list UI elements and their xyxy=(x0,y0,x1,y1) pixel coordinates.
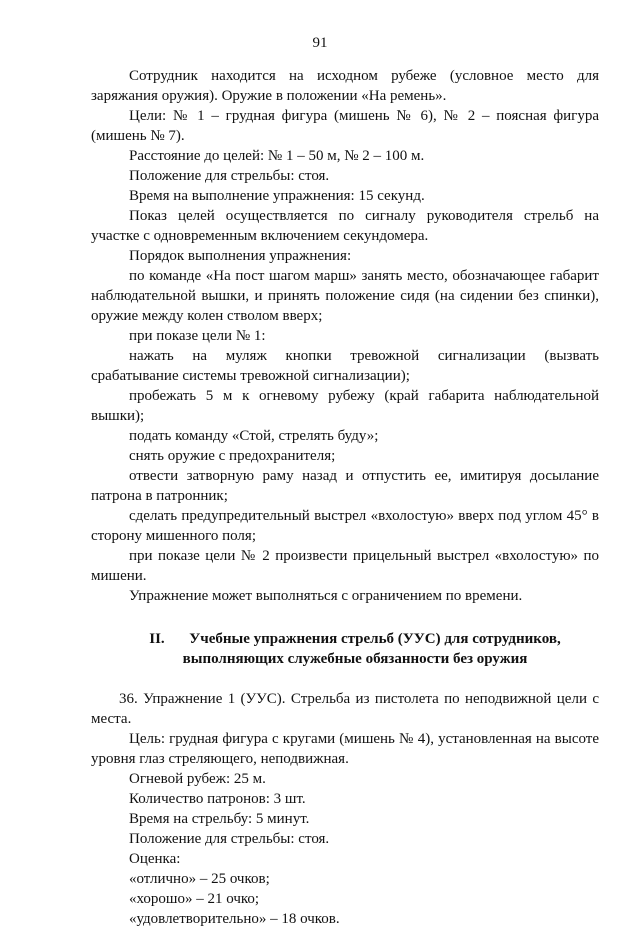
section-title-line2: выполняющих служебные обязанности без оружия xyxy=(182,651,528,667)
paragraph: Положение для стрельбы: стоя. xyxy=(129,168,330,184)
document-body xyxy=(91,66,599,929)
section-heading-line1 xyxy=(111,629,599,649)
paragraph: Положение для стрельбы: стоя. xyxy=(129,831,330,847)
section-heading xyxy=(91,629,599,669)
paragraph: Упражнение может выполняться с ограничением по времени. xyxy=(129,588,523,604)
section-number: II. xyxy=(149,631,165,647)
paragraph: при показе цели № 2 произвести прицельный выстрел «вхолостую» по мишени. xyxy=(91,548,599,584)
paragraph: Количество патронов: 3 шт. xyxy=(129,791,306,807)
paragraph: снять оружие с предохранителя; xyxy=(129,448,336,464)
paragraph: Время на выполнение упражнения: 15 секунд. xyxy=(129,188,425,204)
paragraph: «хорошо» – 21 очко; xyxy=(129,891,260,907)
page-number: 91 xyxy=(312,35,328,51)
paragraph: Цель: грудная фигура с кругами (мишень № 4), установленная на высоте уровня глаз стреляющего, неподвижная. xyxy=(91,731,599,767)
paragraph: Расстояние до целей: № 1 – 50 м, № 2 – 100 м. xyxy=(129,148,425,164)
paragraph: Огневой рубеж: 25 м. xyxy=(129,771,266,787)
paragraph: пробежать 5 м к огневому рубежу (край габарита наблюдательной вышки); xyxy=(91,388,599,424)
section-title-line1: Учебные упражнения стрельб (УУС) для сотрудников, xyxy=(189,631,561,647)
paragraph: Время на стрельбу: 5 минут. xyxy=(129,811,310,827)
paragraph: Порядок выполнения упражнения: xyxy=(129,248,352,264)
paragraph: «удовлетворительно» – 18 очков. xyxy=(129,911,340,927)
paragraph: 36. Упражнение 1 (УУС). Стрельба из пистолета по неподвижной цели с места. xyxy=(91,691,599,727)
paragraph: отвести затворную раму назад и отпустить ее, имитируя досылание патрона в патронник; xyxy=(91,468,599,504)
paragraph: Показ целей осуществляется по сигналу руководителя стрельб на участке с одновременным включением секундомера. xyxy=(91,208,599,244)
paragraph: Сотрудник находится на исходном рубеже (условное место для заряжания оружия). Оружие в положении «На ремень». xyxy=(91,68,599,104)
paragraph: «отлично» – 25 очков; xyxy=(129,871,270,887)
paragraph: подать команду «Стой, стрелять буду»; xyxy=(129,428,379,444)
paragraph: Оценка: xyxy=(129,851,181,867)
paragraph: Цели: № 1 – грудная фигура (мишень № 6), № 2 – поясная фигура (мишень № 7). xyxy=(91,108,599,144)
paragraph: нажать на муляж кнопки тревожной сигнализации (вызвать срабатывание системы тревожной сигнализации); xyxy=(91,348,599,384)
paragraph: при показе цели № 1: xyxy=(129,328,266,344)
paragraph: по команде «На пост шагом марш» занять место, обозначающее габарит наблюдательной вышки, и принять положение сидя (на сидении без спинки), оружие между колен стволом вверх; xyxy=(91,268,599,324)
paragraph: сделать предупредительный выстрел «вхолостую» вверх под углом 45° в сторону мишенного поля; xyxy=(91,508,599,544)
